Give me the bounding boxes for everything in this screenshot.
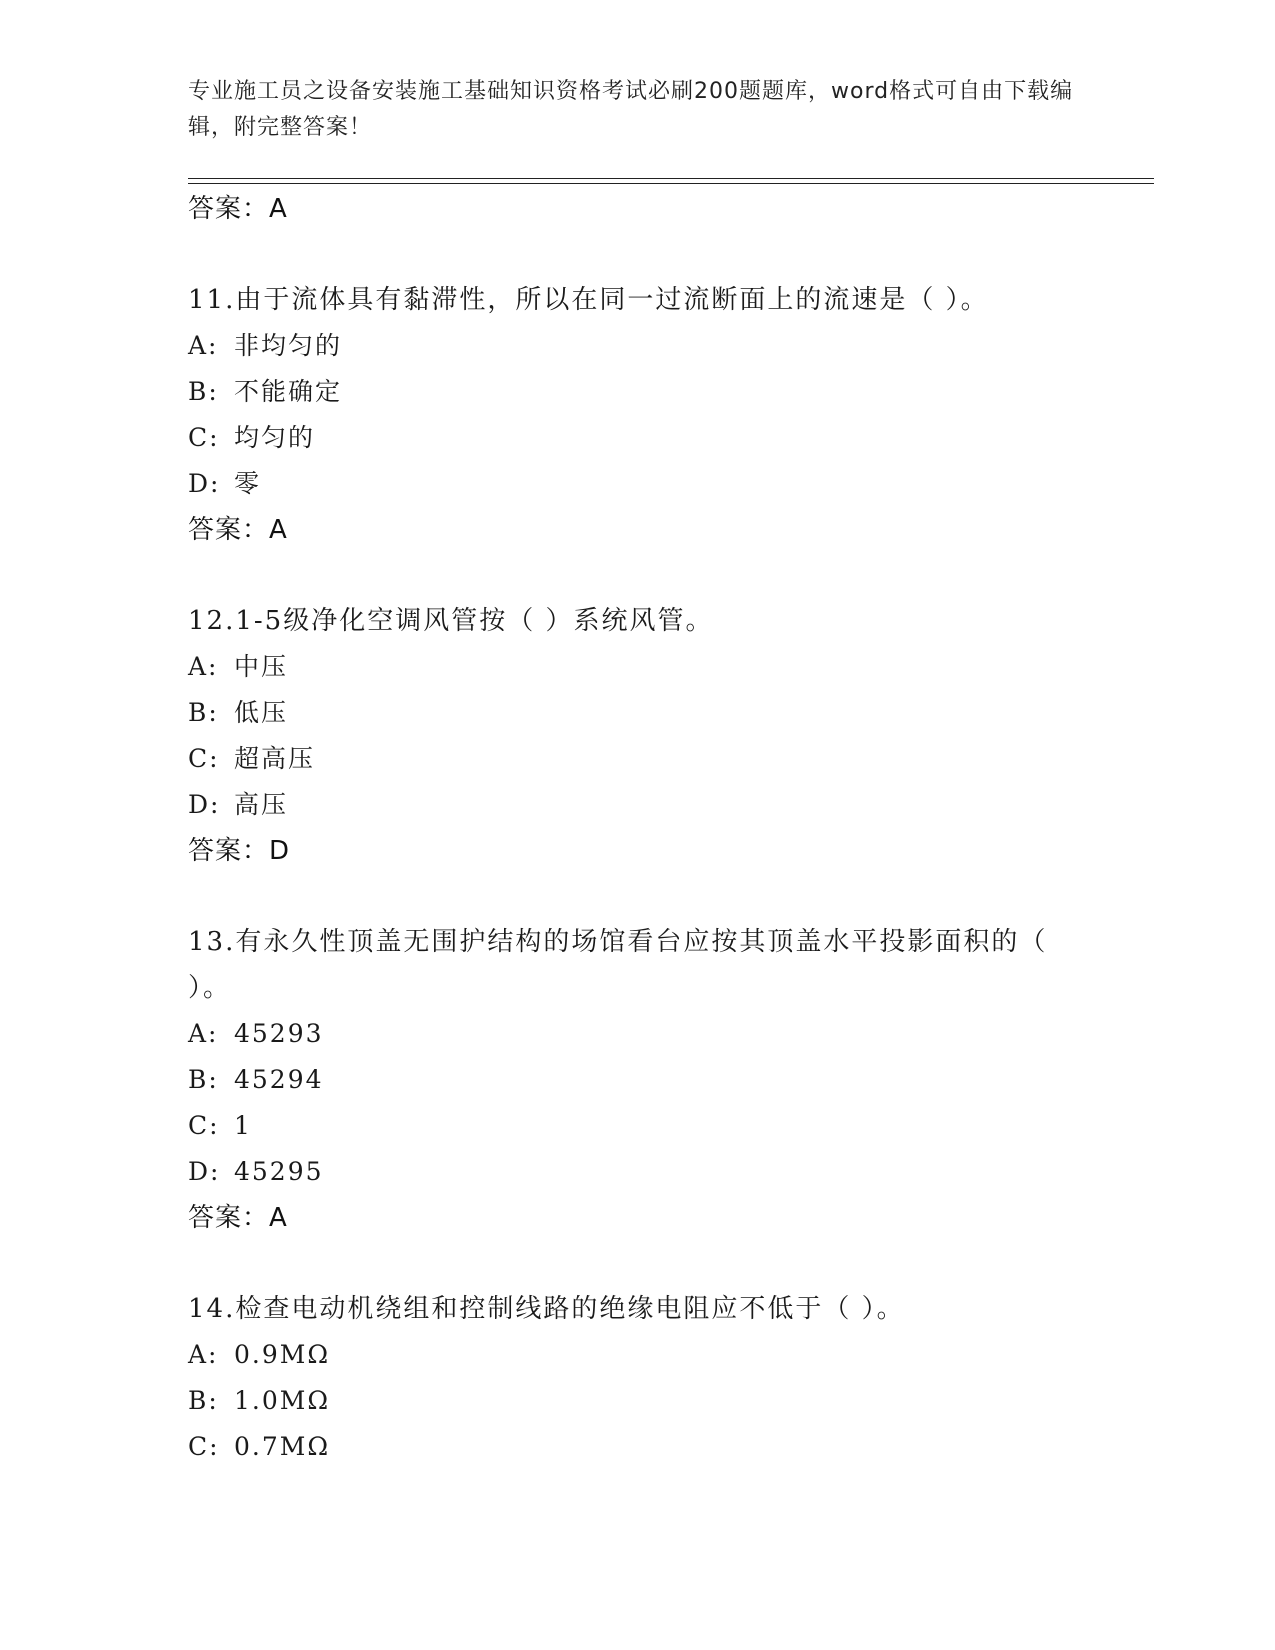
option-text: 高压 [234, 790, 289, 819]
answer-line: 答案：A [188, 1203, 288, 1233]
option-text: 1 [234, 1111, 252, 1140]
option-a [188, 644, 1088, 690]
question-stem: 11.由于流体具有黏滞性，所以在同一过流断面上的流速是（ ）。 [188, 285, 989, 315]
option-text: 低压 [234, 698, 289, 727]
question-block [188, 277, 1088, 553]
option-text: 非均匀的 [234, 331, 343, 360]
option-text: 0.7MΩ [234, 1432, 331, 1461]
option-letter: B: [188, 1065, 219, 1094]
question-stem: 12.1-5级净化空调风管按（ ）系统风管。 [188, 606, 714, 636]
option-a [188, 1332, 1088, 1378]
option-a [188, 1011, 1088, 1057]
option-letter: A: [188, 1019, 219, 1048]
option-letter: B: [188, 698, 219, 727]
question-stem: 14.检查电动机绕组和控制线路的绝缘电阻应不低于（ ）。 [188, 1294, 905, 1324]
option-letter: D: [188, 1157, 221, 1186]
option-text: 不能确定 [234, 377, 343, 406]
option-b [188, 369, 1088, 415]
option-text: 45294 [234, 1065, 324, 1094]
option-letter: A: [188, 331, 219, 360]
option-letter: A: [188, 652, 219, 681]
option-text: 中压 [234, 652, 289, 681]
spacer [188, 553, 1088, 598]
option-b [188, 1378, 1088, 1424]
option-text: 45293 [234, 1019, 324, 1048]
spacer [188, 1241, 1088, 1286]
spacer [188, 874, 1088, 919]
option-c [188, 415, 1088, 461]
option-letter: B: [188, 1386, 219, 1415]
question-block [188, 598, 1088, 874]
header-divider-bottom [188, 183, 1154, 184]
question-block [188, 1286, 1088, 1470]
document-body [188, 186, 1088, 1470]
question-block [188, 919, 1088, 1241]
option-letter: B: [188, 377, 219, 406]
option-d [188, 461, 1088, 507]
option-d [188, 1149, 1088, 1195]
option-b [188, 690, 1088, 736]
answer-line: 答案：A [188, 194, 288, 224]
option-c [188, 1424, 1088, 1470]
option-d [188, 782, 1088, 828]
option-text: 0.9MΩ [234, 1340, 331, 1369]
spacer [188, 232, 1088, 277]
question-stem: 13.有永久性顶盖无围护结构的场馆看台应按其顶盖水平投影面积的（ ）。 [188, 927, 1048, 1003]
option-letter: A: [188, 1340, 219, 1369]
option-letter: C: [188, 1432, 220, 1461]
option-a [188, 323, 1088, 369]
option-letter: D: [188, 790, 221, 819]
option-c [188, 736, 1088, 782]
option-text: 45295 [234, 1157, 324, 1186]
option-letter: D: [188, 469, 221, 498]
option-letter: C: [188, 423, 220, 452]
option-b [188, 1057, 1088, 1103]
option-text: 超高压 [234, 744, 316, 773]
option-letter: C: [188, 744, 220, 773]
answer-line: 答案：A [188, 515, 288, 545]
option-text: 零 [234, 469, 262, 498]
answer-line: 答案：D [188, 836, 291, 866]
option-text: 1.0MΩ [234, 1386, 331, 1415]
option-text: 均匀的 [234, 423, 316, 452]
header-divider-top [188, 178, 1154, 179]
document-header: 专业施工员之设备安装施工基础知识资格考试必刷200题题库，word格式可自由下载编辑，附完整答案！ [188, 79, 1074, 140]
option-c [188, 1103, 1088, 1149]
option-letter: C: [188, 1111, 220, 1140]
